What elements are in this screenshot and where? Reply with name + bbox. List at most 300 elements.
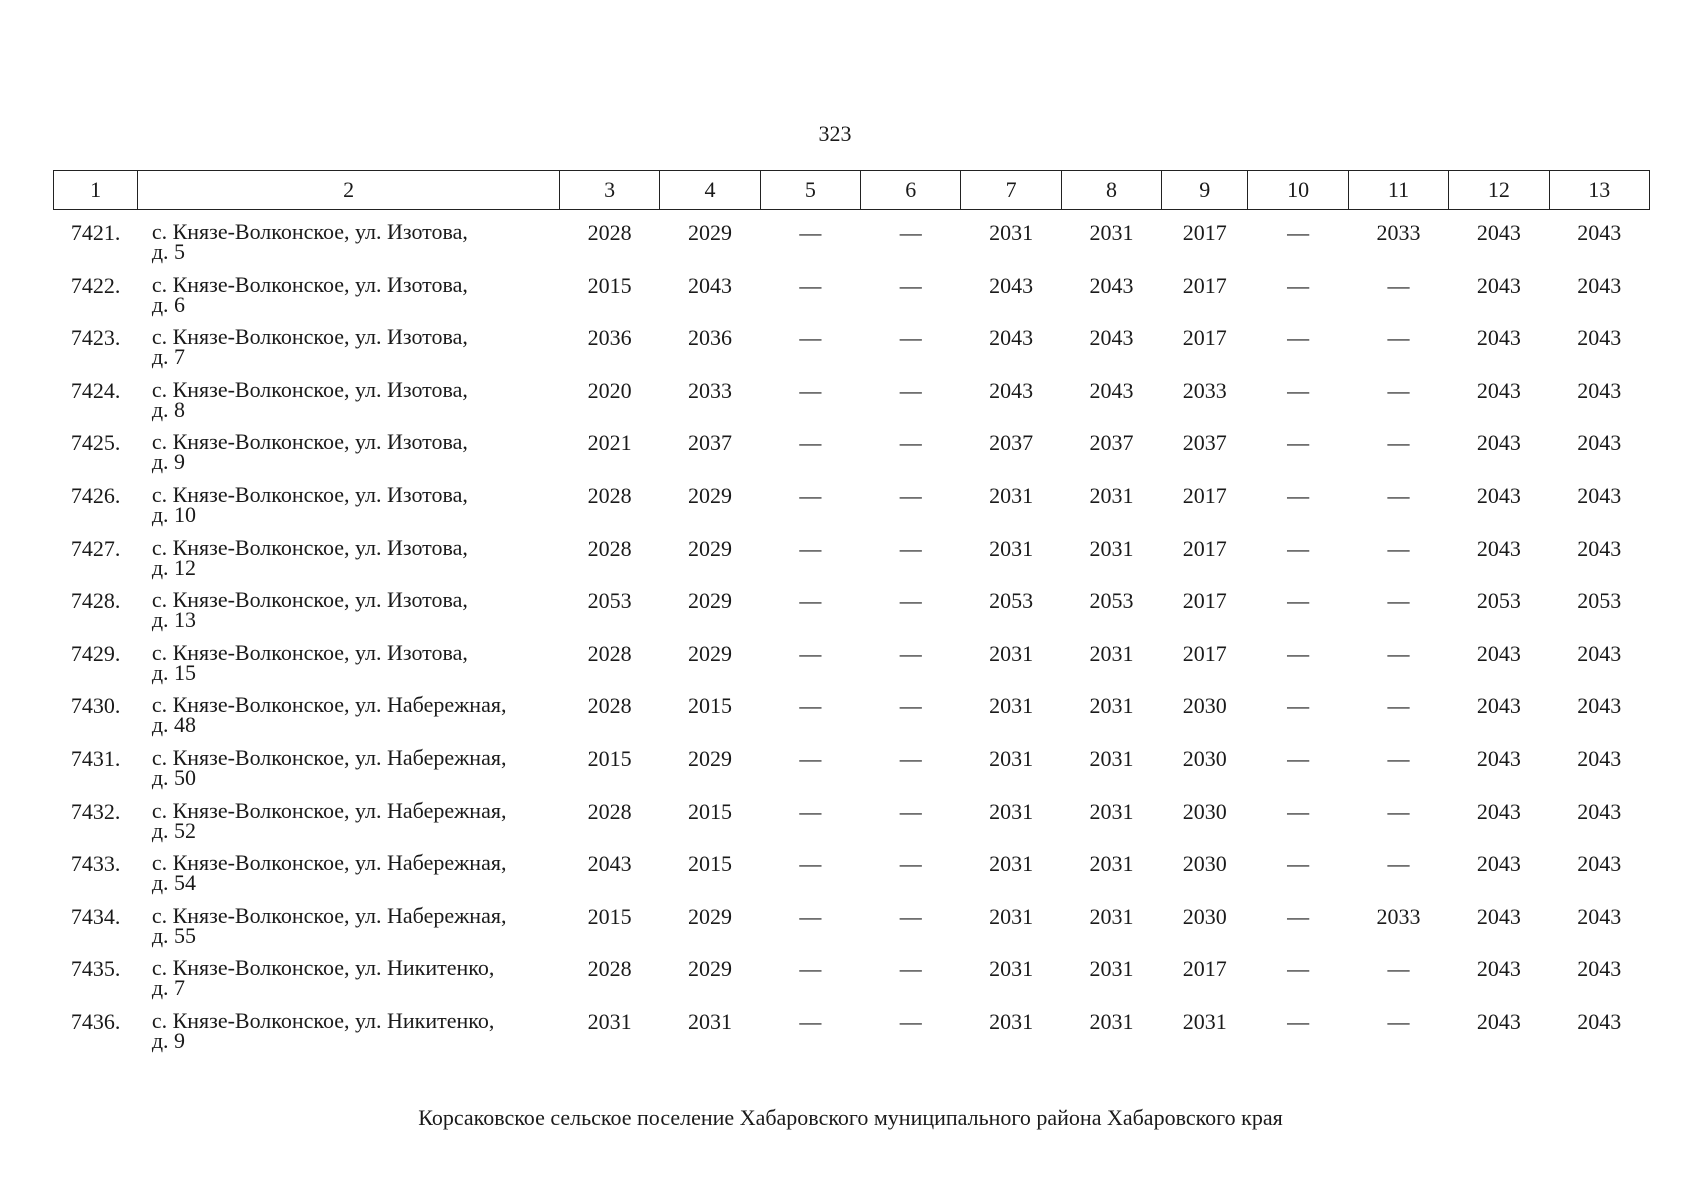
value-cell-col-3 (559, 315, 659, 368)
column-header-9: 9 (1162, 171, 1248, 210)
address-cell (138, 263, 560, 316)
value-text: 2043 (1577, 693, 1622, 719)
value-text: 2031 (989, 956, 1034, 982)
value-text: — (799, 220, 822, 245)
value-cell-col-9 (1162, 526, 1248, 579)
value-text: — (1287, 220, 1310, 245)
value-text: 2017 (1182, 482, 1227, 508)
value-text: 2043 (1476, 272, 1521, 298)
value-cell-col-4 (660, 946, 760, 999)
value-cell-col-10 (1248, 526, 1348, 579)
address-street: с. Князе-Волконское, ул. Изотова, (151, 324, 468, 350)
address-street: с. Князе-Волконское, ул. Набережная, (151, 850, 507, 876)
value-text: 2037 (687, 430, 732, 456)
value-text: — (1387, 798, 1410, 824)
value-cell-col-8 (1061, 210, 1161, 263)
value-cell-col-9 (1162, 631, 1248, 684)
row-number (54, 841, 138, 894)
value-cell-col-9 (1162, 315, 1248, 368)
row-number (54, 683, 138, 736)
value-text: 2043 (1476, 745, 1521, 771)
value-text: — (899, 745, 922, 771)
value-cell-col-12 (1449, 526, 1549, 579)
value-text: 2017 (1182, 956, 1227, 982)
value-cell-col-7 (961, 210, 1061, 263)
value-text: 2028 (587, 693, 632, 719)
value-text: 2017 (1182, 220, 1227, 245)
value-text: 2037 (989, 430, 1034, 456)
value-cell-col-9 (1162, 578, 1248, 631)
value-text: 2015 (687, 798, 732, 824)
value-cell-col-8 (1061, 578, 1161, 631)
column-header-3: 3 (559, 171, 659, 210)
value-cell-col-7 (961, 789, 1061, 842)
value-text: — (899, 325, 922, 351)
value-cell-col-3 (559, 736, 659, 789)
table-row (54, 789, 1650, 842)
value-text: 2043 (1577, 325, 1622, 351)
table-body (54, 210, 1650, 1052)
value-cell-col-10 (1248, 368, 1348, 421)
row-number-text: 7423. (70, 325, 121, 351)
value-cell-col-3 (559, 841, 659, 894)
value-cell-col-10 (1248, 631, 1348, 684)
row-number (54, 210, 138, 263)
value-cell-col-13 (1549, 999, 1649, 1052)
value-text: 2017 (1182, 272, 1227, 298)
value-text: — (899, 640, 922, 666)
value-cell-col-3 (559, 263, 659, 316)
value-cell-col-3 (559, 683, 659, 736)
value-cell-col-13 (1549, 789, 1649, 842)
address-street: с. Князе-Волконское, ул. Изотова, (151, 639, 468, 665)
value-cell-col-8 (1061, 526, 1161, 579)
value-text: 2028 (587, 798, 632, 824)
row-number-text: 7427. (70, 535, 121, 561)
page-number: 323 (818, 121, 852, 146)
value-text: 2030 (1182, 903, 1227, 929)
value-cell-col-11 (1348, 368, 1448, 421)
value-cell-col-3 (559, 631, 659, 684)
address-street: с. Князе-Волконское, ул. Набережная, (151, 744, 507, 770)
value-text: 2043 (1577, 377, 1622, 403)
value-text: 2031 (989, 693, 1034, 719)
value-text: 2043 (989, 272, 1034, 298)
value-cell-col-9 (1162, 210, 1248, 263)
value-cell-col-12 (1449, 789, 1549, 842)
value-cell-col-13 (1549, 578, 1649, 631)
value-cell-col-9 (1162, 999, 1248, 1052)
value-cell-col-7 (961, 946, 1061, 999)
value-cell-col-6 (861, 789, 961, 842)
address-street: с. Князе-Волконское, ул. Изотова, (151, 219, 468, 244)
value-cell-col-12 (1449, 368, 1549, 421)
value-text: 2043 (1577, 220, 1622, 245)
value-text: 2031 (587, 1008, 632, 1034)
value-text: 2043 (1476, 535, 1521, 561)
value-text: 2017 (1182, 325, 1227, 351)
value-cell-col-12 (1449, 315, 1549, 368)
row-number-text: 7422. (70, 272, 121, 298)
value-text: 2031 (687, 1008, 732, 1034)
value-text: — (799, 430, 822, 456)
value-cell-col-5 (760, 683, 860, 736)
value-text: 2043 (1577, 1008, 1622, 1034)
value-cell-col-11 (1348, 683, 1448, 736)
value-cell-col-8 (1061, 683, 1161, 736)
value-cell-col-8 (1061, 946, 1161, 999)
value-text: — (1287, 325, 1310, 351)
value-cell-col-4 (660, 578, 760, 631)
value-text: — (1287, 482, 1310, 508)
value-text: — (1387, 482, 1410, 508)
value-cell-col-6 (861, 473, 961, 526)
value-text: — (1287, 272, 1310, 298)
row-number (54, 789, 138, 842)
value-cell-col-8 (1061, 631, 1161, 684)
row-number-text: 7430. (70, 693, 121, 719)
table-row (54, 420, 1650, 473)
value-text: 2031 (989, 745, 1034, 771)
row-number-text: 7433. (70, 851, 121, 877)
value-text: 2043 (1476, 956, 1521, 982)
address-street: с. Князе-Волконское, ул. Изотова, (151, 587, 468, 613)
value-text: — (899, 220, 922, 245)
value-cell-col-13 (1549, 526, 1649, 579)
table-row (54, 578, 1650, 631)
value-text: 2043 (1476, 640, 1521, 666)
value-cell-col-3 (559, 420, 659, 473)
value-cell-col-6 (861, 631, 961, 684)
value-cell-col-10 (1248, 736, 1348, 789)
value-cell-col-5 (760, 473, 860, 526)
value-text: — (1287, 693, 1310, 719)
value-cell-col-12 (1449, 946, 1549, 999)
column-header-11: 11 (1348, 171, 1448, 210)
value-cell-col-6 (861, 210, 961, 263)
value-cell-col-5 (760, 946, 860, 999)
value-cell-col-3 (559, 526, 659, 579)
value-text: 2031 (1089, 535, 1134, 561)
value-text: — (1287, 430, 1310, 456)
value-cell-col-5 (760, 420, 860, 473)
address-cell (138, 683, 560, 736)
value-text: 2015 (587, 745, 632, 771)
value-cell-col-11 (1348, 736, 1448, 789)
address-cell (138, 578, 560, 631)
value-text: 2030 (1182, 798, 1227, 824)
value-cell-col-11 (1348, 210, 1448, 263)
value-text: 2043 (687, 272, 732, 298)
value-cell-col-9 (1162, 683, 1248, 736)
table-row (54, 999, 1650, 1052)
value-cell-col-7 (961, 631, 1061, 684)
value-cell-col-9 (1162, 368, 1248, 421)
value-cell-col-11 (1348, 315, 1448, 368)
value-cell-col-12 (1449, 999, 1549, 1052)
address-house: д. 9 (151, 1027, 186, 1053)
value-cell-col-3 (559, 368, 659, 421)
value-text: 2033 (1376, 903, 1421, 929)
value-text: — (1387, 640, 1410, 666)
value-text: 2043 (1476, 851, 1521, 877)
value-text: — (799, 903, 822, 929)
column-header-8: 8 (1061, 171, 1161, 210)
value-text: 2029 (687, 482, 732, 508)
column-header-10: 10 (1248, 171, 1348, 210)
address-house: д. 10 (151, 501, 197, 527)
row-number-text: 7434. (70, 903, 121, 929)
value-cell-col-9 (1162, 263, 1248, 316)
value-text: 2053 (1476, 588, 1521, 614)
value-cell-col-11 (1348, 999, 1448, 1052)
row-number-text: 7436. (70, 1008, 121, 1034)
row-number-text: 7421. (70, 220, 121, 245)
value-text: 2036 (687, 325, 732, 351)
address-house: д. 7 (151, 975, 186, 1001)
value-cell-col-10 (1248, 420, 1348, 473)
value-text: — (1387, 693, 1410, 719)
value-text: 2043 (1476, 377, 1521, 403)
value-text: 2031 (989, 535, 1034, 561)
value-text: — (1287, 377, 1310, 403)
value-cell-col-10 (1248, 946, 1348, 999)
value-text: 2029 (687, 220, 732, 245)
value-cell-col-5 (760, 631, 860, 684)
value-text: — (1387, 588, 1410, 614)
value-cell-col-11 (1348, 841, 1448, 894)
value-text: 2029 (687, 903, 732, 929)
value-cell-col-4 (660, 999, 760, 1052)
value-cell-col-7 (961, 683, 1061, 736)
value-cell-col-13 (1549, 631, 1649, 684)
value-cell-col-5 (760, 841, 860, 894)
column-header-2: 2 (138, 171, 560, 210)
value-text: — (799, 745, 822, 771)
value-cell-col-6 (861, 841, 961, 894)
value-text: 2043 (1577, 956, 1622, 982)
value-cell-col-13 (1549, 420, 1649, 473)
row-number-text: 7425. (70, 430, 121, 456)
value-cell-col-12 (1449, 841, 1549, 894)
value-cell-col-12 (1449, 736, 1549, 789)
table-row (54, 736, 1650, 789)
value-cell-col-6 (861, 526, 961, 579)
value-cell-col-11 (1348, 263, 1448, 316)
value-text: — (899, 430, 922, 456)
value-cell-col-5 (760, 368, 860, 421)
value-text: 2028 (587, 482, 632, 508)
row-number-text: 7426. (70, 482, 121, 508)
value-cell-col-3 (559, 578, 659, 631)
address-street: с. Князе-Волконское, ул. Никитенко, (151, 955, 495, 981)
row-number (54, 631, 138, 684)
column-header-1: 1 (54, 171, 138, 210)
value-cell-col-13 (1549, 473, 1649, 526)
value-text: 2031 (989, 903, 1034, 929)
address-street: с. Князе-Волконское, ул. Набережная, (151, 692, 507, 718)
value-text: 2043 (1089, 272, 1134, 298)
value-text: 2029 (687, 956, 732, 982)
value-cell-col-13 (1549, 210, 1649, 263)
value-text: 2043 (1577, 640, 1622, 666)
table-row (54, 683, 1650, 736)
value-cell-col-9 (1162, 420, 1248, 473)
value-text: — (1387, 430, 1410, 456)
value-text: 2031 (1089, 745, 1134, 771)
value-cell-col-12 (1449, 420, 1549, 473)
value-text: — (899, 588, 922, 614)
value-cell-col-7 (961, 578, 1061, 631)
address-street: с. Князе-Волконское, ул. Набережная, (151, 902, 507, 928)
value-text: 2043 (1476, 325, 1521, 351)
value-text: — (1287, 588, 1310, 614)
value-cell-col-6 (861, 683, 961, 736)
value-text: 2030 (1182, 745, 1227, 771)
value-text: 2028 (587, 535, 632, 561)
value-cell-col-11 (1348, 789, 1448, 842)
value-cell-col-4 (660, 315, 760, 368)
value-cell-col-5 (760, 789, 860, 842)
value-text: 2028 (587, 640, 632, 666)
value-cell-col-13 (1549, 841, 1649, 894)
value-text: — (1287, 798, 1310, 824)
address-house: д. 8 (151, 396, 186, 422)
address-street: с. Князе-Волконское, ул. Изотова, (151, 534, 468, 560)
address-street: с. Князе-Волконское, ул. Изотова, (151, 429, 468, 455)
column-header-7: 7 (961, 171, 1061, 210)
row-number (54, 263, 138, 316)
row-number-text: 7424. (70, 377, 121, 403)
value-text: 2043 (1476, 1008, 1521, 1034)
value-cell-col-7 (961, 894, 1061, 947)
value-text: 2031 (1089, 482, 1134, 508)
address-street: с. Князе-Волконское, ул. Изотова, (151, 271, 468, 297)
value-cell-col-3 (559, 473, 659, 526)
value-cell-col-9 (1162, 894, 1248, 947)
value-text: — (899, 693, 922, 719)
value-cell-col-13 (1549, 894, 1649, 947)
address-cell (138, 368, 560, 421)
table-row (54, 894, 1650, 947)
value-text: 2031 (1089, 220, 1134, 245)
table-row (54, 841, 1650, 894)
value-cell-col-8 (1061, 473, 1161, 526)
row-number (54, 473, 138, 526)
table-row (54, 368, 1650, 421)
value-cell-col-12 (1449, 683, 1549, 736)
value-cell-col-3 (559, 789, 659, 842)
address-house: д. 48 (151, 712, 197, 738)
value-cell-col-11 (1348, 578, 1448, 631)
value-text: 2031 (989, 482, 1034, 508)
value-text: 2037 (1182, 430, 1227, 456)
value-text: 2033 (1182, 377, 1227, 403)
value-cell-col-6 (861, 263, 961, 316)
table-row (54, 315, 1650, 368)
address-cell (138, 894, 560, 947)
value-text: 2053 (1577, 588, 1622, 614)
value-cell-col-7 (961, 263, 1061, 316)
value-cell-col-11 (1348, 946, 1448, 999)
value-cell-col-7 (961, 999, 1061, 1052)
value-text: — (799, 693, 822, 719)
value-cell-col-9 (1162, 946, 1248, 999)
value-text: 2053 (587, 588, 632, 614)
value-text: 2053 (1089, 588, 1134, 614)
value-text: 2043 (1476, 430, 1521, 456)
value-text: 2043 (1476, 798, 1521, 824)
value-cell-col-5 (760, 894, 860, 947)
value-cell-col-13 (1549, 368, 1649, 421)
value-text: 2031 (1089, 851, 1134, 877)
value-cell-col-4 (660, 683, 760, 736)
value-cell-col-9 (1162, 473, 1248, 526)
value-text: — (899, 1008, 922, 1034)
value-text: 2017 (1182, 588, 1227, 614)
address-cell (138, 473, 560, 526)
value-cell-col-8 (1061, 263, 1161, 316)
value-text: 2015 (587, 903, 632, 929)
value-text: 2043 (1577, 745, 1622, 771)
value-cell-col-6 (861, 894, 961, 947)
value-text: 2043 (1089, 377, 1134, 403)
value-text: — (1287, 535, 1310, 561)
value-text: 2029 (687, 640, 732, 666)
value-cell-col-5 (760, 578, 860, 631)
value-text: 2015 (687, 851, 732, 877)
value-cell-col-8 (1061, 368, 1161, 421)
value-text: — (899, 377, 922, 403)
value-cell-col-13 (1549, 946, 1649, 999)
value-cell-col-4 (660, 473, 760, 526)
address-house: д. 12 (151, 554, 197, 580)
value-text: 2043 (1476, 693, 1521, 719)
value-cell-col-10 (1248, 263, 1348, 316)
value-cell-col-5 (760, 315, 860, 368)
table-row (54, 263, 1650, 316)
value-text: 2043 (1577, 430, 1622, 456)
row-number-text: 7429. (70, 640, 121, 666)
value-text: 2029 (687, 588, 732, 614)
value-text: — (799, 377, 822, 403)
value-cell-col-12 (1449, 578, 1549, 631)
value-cell-col-10 (1248, 578, 1348, 631)
value-cell-col-10 (1248, 789, 1348, 842)
value-cell-col-3 (559, 210, 659, 263)
value-text: — (1387, 272, 1410, 298)
table-row (54, 526, 1650, 579)
value-text: — (1387, 325, 1410, 351)
value-text: 2043 (1476, 903, 1521, 929)
value-cell-col-8 (1061, 789, 1161, 842)
value-text: — (799, 956, 822, 982)
value-text: 2028 (587, 956, 632, 982)
address-house: д. 52 (151, 817, 197, 843)
value-text: 2043 (989, 325, 1034, 351)
value-cell-col-10 (1248, 210, 1348, 263)
value-cell-col-4 (660, 368, 760, 421)
value-text: — (1287, 640, 1310, 666)
value-text: — (899, 851, 922, 877)
value-cell-col-8 (1061, 999, 1161, 1052)
value-cell-col-6 (861, 946, 961, 999)
row-number (54, 578, 138, 631)
value-text: — (799, 588, 822, 614)
value-text: 2053 (989, 588, 1034, 614)
value-cell-col-12 (1449, 210, 1549, 263)
value-cell-col-4 (660, 841, 760, 894)
